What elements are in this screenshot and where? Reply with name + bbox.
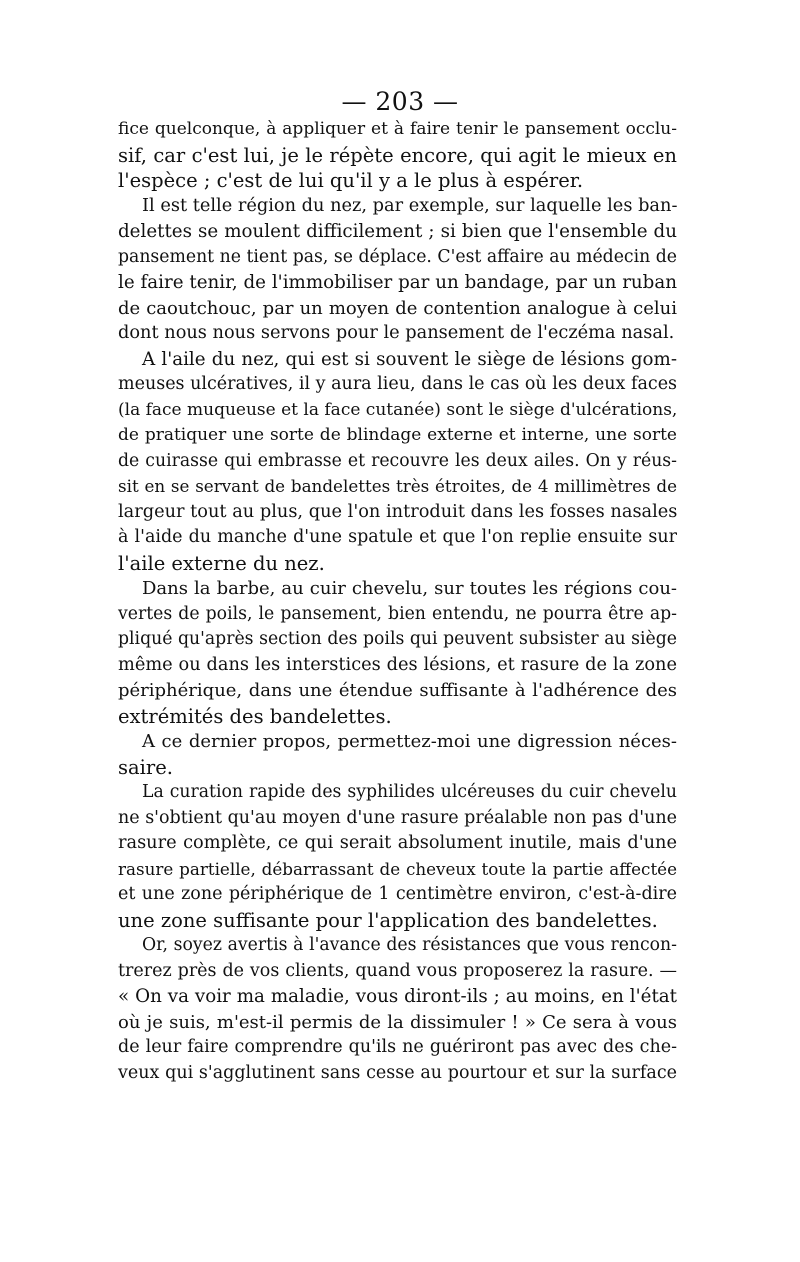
text-line: delettes se moulent difficilement ; si bien que l'ensemble du	[118, 221, 677, 242]
text-line: sit en se servant de bandelettes très étroites, de 4 millimètres de	[118, 476, 677, 496]
text-line: A l'aile du nez, qui est si souvent le siège de lésions gom-	[142, 348, 677, 370]
text-line: de leur faire comprendre qu'ils ne guériront pas avec des che-	[118, 1037, 677, 1057]
text-line: de cuirasse qui embrasse et recouvre les deux ailes. On y réus-	[118, 450, 677, 471]
text-line: périphérique, dans une étendue suffisante à l'adhérence des	[118, 680, 677, 701]
body-text	[118, 117, 677, 1086]
text-line: pliqué qu'après section des poils qui peuvent subsister au siège	[118, 629, 677, 649]
text-line: où je suis, m'est-il permis de la dissimuler ! » Ce sera à vous	[118, 1011, 677, 1033]
text-line: veux qui s'agglutinent sans cesse au pourtour et sur la surface	[118, 1062, 677, 1083]
text-line: même ou dans les interstices des lésions, et rasure de la zone	[118, 654, 677, 675]
text-line: Or, soyez avertis à l'avance des résistances que vous rencon-	[142, 935, 677, 955]
text-line: pansement ne tient pas, se déplace. C'est affaire au médecin de	[118, 246, 677, 267]
text-line: l'espèce ; c'est de lui qu'il y a le plus à espérer.	[118, 169, 584, 192]
text-line: l'aile externe du nez.	[118, 551, 325, 575]
text-line: saire.	[118, 755, 173, 779]
text-line: extrémités des bandelettes.	[118, 704, 392, 728]
text-line: dont nous nous servons pour le pansement de l'eczéma nasal.	[118, 323, 675, 343]
text-line: largeur tout au plus, que l'on introduit dans les fosses nasales	[118, 501, 678, 522]
text-line: fice quelconque, à appliquer et à faire tenir le pansement occlu-	[118, 119, 677, 139]
text-line: à l'aide du manche d'une spatule et que l'on replie ensuite sur	[118, 527, 677, 547]
text-line: vertes de poils, le pansement, bien entendu, ne pourra être ap-	[118, 603, 677, 624]
text-line: trerez près de vos clients, quand vous proposerez la rasure. —	[118, 960, 677, 981]
text-line: (la face muqueuse et la face cutanée) sont le siège d'ulcérations,	[118, 399, 678, 420]
text-line: Il est telle région du nez, par exemple, sur laquelle les ban-	[142, 195, 678, 216]
text-line: de pratiquer une sorte de blindage externe et interne, une sorte	[118, 425, 677, 445]
text-line: rasure partielle, débarrassant de cheveux toute la partie affectée	[118, 858, 677, 879]
text-line: le faire tenir, de l'immobiliser par un bandage, par un ruban	[118, 272, 677, 293]
page-number: — 203 —	[341, 87, 459, 116]
text-line: rasure complète, ce qui serait absolument inutile, mais d'une	[118, 833, 677, 853]
text-line: « On va voir ma maladie, vous diront-ils ; au moins, en l'état	[118, 986, 677, 1007]
text-line: sif, car c'est lui, je le répète encore, qui agit le mieux en	[118, 143, 677, 167]
text-line: ne s'obtient qu'au moyen d'une rasure préalable non pas d'une	[118, 807, 677, 828]
text-line: et une zone périphérique de 1 centimètre environ, c'est-à-dire	[118, 884, 677, 904]
text-line: A ce dernier propos, permettez-moi une digression néces-	[142, 731, 677, 752]
text-line: meuses ulcératives, il y aura lieu, dans le cas où les deux faces	[118, 374, 678, 394]
text-line: de caoutchouc, par un moyen de contention analogue à celui	[118, 297, 677, 319]
text-line: Dans la barbe, au cuir chevelu, sur toutes les régions cou-	[142, 578, 677, 599]
text-line: une zone suffisante pour l'application des bandelettes.	[118, 908, 658, 932]
text-line: La curation rapide des syphilides ulcéreuses du cuir chevelu	[142, 782, 677, 802]
